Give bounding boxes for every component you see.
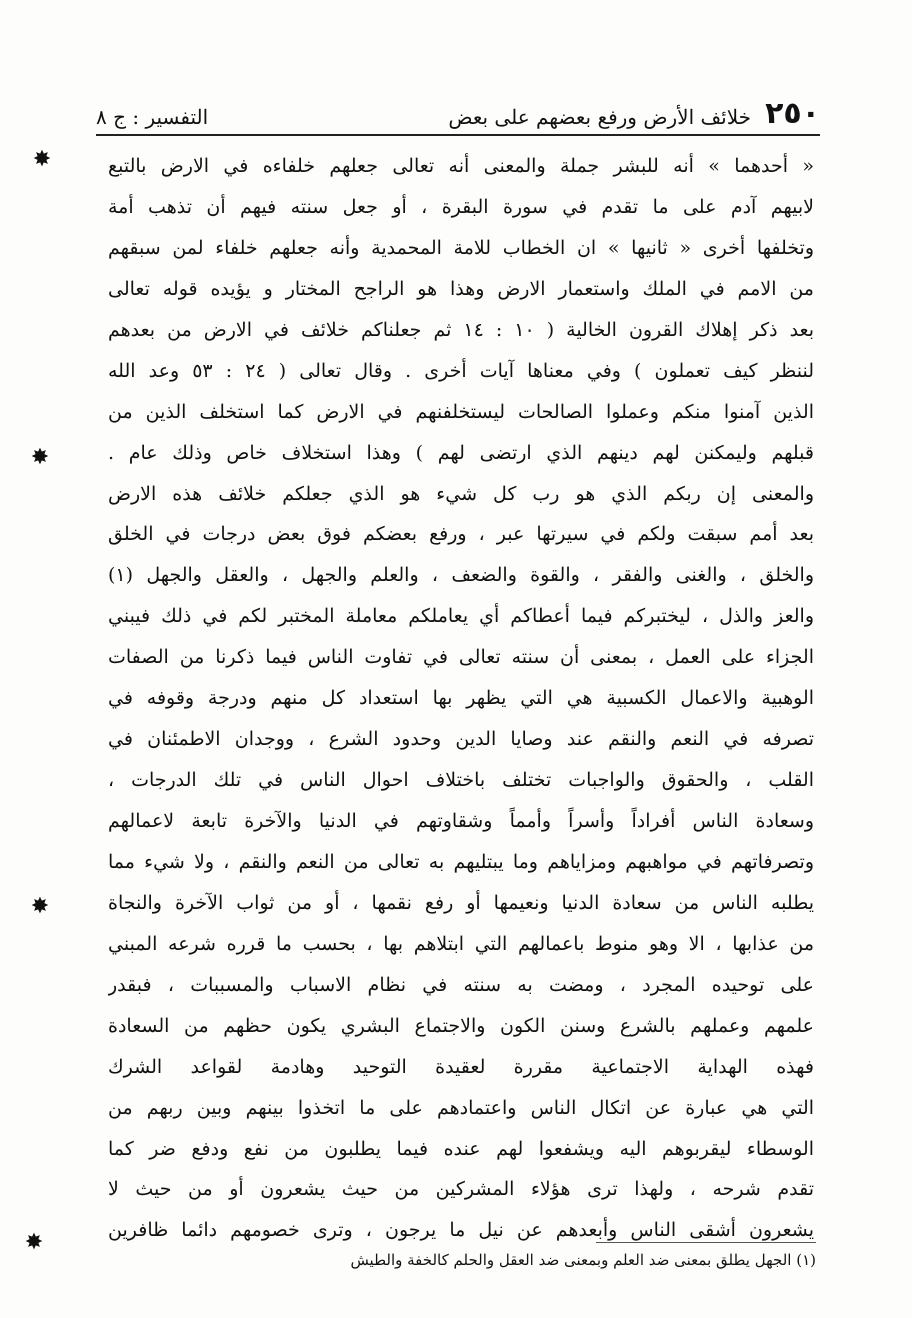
ornament-star-icon: ✸: [30, 445, 50, 470]
text-line: « أحدهما » أنه للبشر جملة والمعنى أنه تعالى جعلهم خلفاءه في الارض بالتبع: [108, 155, 814, 177]
text-line: الوسطاء ليقربوهم اليه ويشفعوا لهم عنده فيما يطلبون من نفع ودفع ضر كما: [108, 1137, 814, 1160]
text-line: وسعادة الناس أفراداً وأسراً وأمماً وشقاوتهم في الدنيا والآخرة تابعة لاعمالهم: [108, 810, 814, 832]
ornament-star-icon: ✸: [30, 894, 50, 919]
book-reference: التفسير : ج ٨: [96, 105, 209, 129]
footnote: (١) الجهل يطلق بمعنى ضد العلم وبمعنى ضد العقل والحلم كالخفة والطيش: [350, 1251, 816, 1269]
text-line: والعز والذل ، ليختبركم فيما أعطاكم أي يعاملكم معاملة المختبر لكم في ذلك فيبني: [108, 605, 814, 628]
text-line: تصرفه في النعم والنقم عند وصايا الدين وحدود الشرع ، ووجدان الاطمئنان في: [108, 728, 814, 751]
text-line: على توحيده المجرد ، ومضت به سنته في نظام الاسباب والمسببات ، فبقدر: [108, 973, 814, 996]
text-line: والخلق ، والغنى والفقر ، والقوة والضعف ، والعلم والجهل ، والعقل والجهل (١): [108, 564, 814, 587]
text-line: الذين آمنوا منكم وعملوا الصالحات ليستخلفنهم في الارض كما استخلف الذين من: [108, 400, 814, 423]
text-line: لننظر كيف تعملون ) وفي معناها آيات أخرى . وقال تعالى ( ٢٤ : ٥٣ وعد الله: [108, 359, 814, 382]
text-line: من الامم في الملك واستعمار الارض وهذا هو الراجح المختار و يؤيده قوله تعالى: [108, 277, 814, 300]
text-line: التي هي عبارة عن اتكال الناس واعتمادهم على ما اتخذوا بينهم وبين ربهم من: [108, 1096, 814, 1119]
footnote-divider: [596, 1242, 816, 1243]
body-text: [108, 146, 814, 1251]
page-header: [96, 92, 820, 132]
ornament-star-icon: ✸: [24, 1230, 44, 1255]
text-line: القلب ، والحقوق والواجبات تختلف باختلاف احوال الناس في تلك الدرجات ،: [108, 769, 814, 792]
text-line: من عذابها ، الا وهو منوط باعمالهم التي ابتلاهم بها ، بحسب ما قرره شرعه المبني: [108, 932, 814, 955]
text-line: يشعرون أشقى الناس وأبعدهم عن نيل ما يرجون ، وترى خصومهم دائما ظافرين: [108, 1219, 814, 1242]
text-line: الوهبية والاعمال الكسبية هي التي يظهر بها استعداد كل منهم ودرجة وقوفه في: [108, 687, 814, 710]
ornament-star-icon: ✸: [32, 147, 52, 172]
header-number-title-group: [448, 96, 820, 132]
text-line: بعد أمم سبقت ولكم في سيرتها عبر ، ورفع بعضكم فوق بعض درجات في الخلق: [108, 523, 814, 546]
header-divider: [96, 134, 820, 136]
text-line: والمعنى إن ربكم الذي هو رب كل شيء هو الذي جعلكم خلائف هذه الارض: [108, 482, 814, 505]
page-number: ٢٥٠: [765, 96, 820, 131]
text-line: وتخلفها أخرى « ثانيها » ان الخطاب للامة المحمدية وأنه جعلهم خلفاء لمن سبقهم: [108, 236, 814, 259]
text-line: علمهم وعملهم بالشرع وسنن الكون والاجتماع البشري يكون حظهم من السعادة: [108, 1014, 814, 1037]
text-line: الجزاء على العمل ، بمعنى أن سنته تعالى في تفاوت الناس فيما ذكرنا من الصفات: [108, 646, 814, 669]
text-line: فهذه الهداية الاجتماعية مقررة لعقيدة التوحيد وهادمة لقواعد الشرك: [108, 1055, 814, 1078]
text-line: لابيهم آدم على ما تقدم في سورة البقرة ، أو جعل سنته فيهم أن تذهب أمة: [108, 195, 814, 218]
running-title: خلائف الأرض ورفع بعضهم على بعض: [448, 105, 752, 129]
text-line: يطلبه الناس من سعادة الدنيا ونعيمها أو رفع نقمها ، أو من ثواب الآخرة والنجاة: [108, 891, 814, 914]
text-line: قبلهم وليمكنن لهم دينهم الذي ارتضى لهم ) وهذا استخلاف خاص وذلك عام .: [108, 441, 814, 464]
text-line: تقدم شرحه ، ولهذا ترى هؤلاء المشركين من حيث يشعرون أو من حيث لا: [108, 1178, 814, 1201]
text-line: بعد ذكر إهلاك القرون الخالية ( ١٠ : ١٤ ثم جعلناكم خلائف في الارض من بعدهم: [108, 318, 814, 341]
text-line: وتصرفاتهم في مواهبهم ومزاياهم وما يبتليهم به تعالى من النعم والنقم ، ولا شيء مما: [108, 850, 814, 873]
